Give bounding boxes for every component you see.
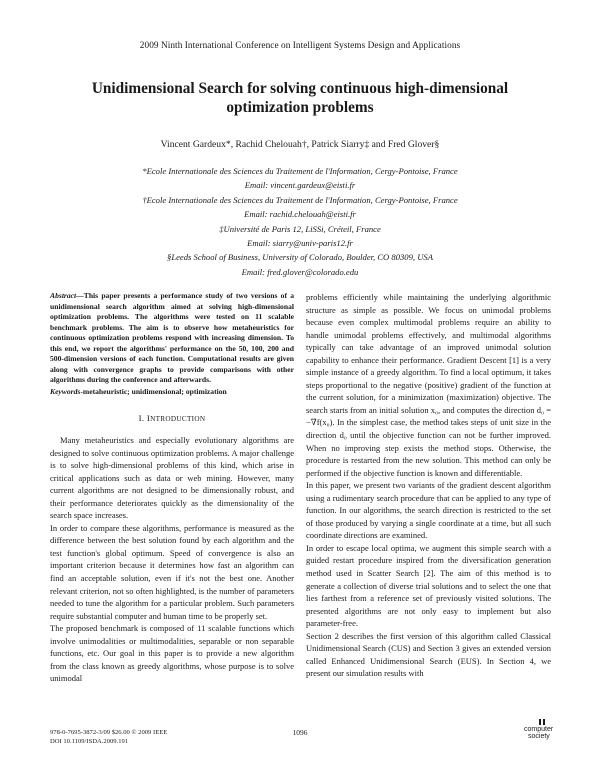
- right-paragraph-1: problems efficiently while maintaining the underlying algorithmic structure as simple as possible. We focus on unimodal problems because even complex multimodal problems require an ability to handle unimodal problems effectively, and multimodal algorithms typically can take advantage of an improved unimodal solution capability to enhance their performance. Gradient Descent [1] is a very simple instance of a greedy algorithm. To find a local optimum, it takes steps proportional to the negative (positive) gradient of the function at the current solution, for a minimization (maximization) objective. The search starts from an initial solution x₀, and computes the direction d₀ = −∇f(x₀). In the simplest case, the method takes steps of unit size in the direction d₀ until the objective function can not be further improved. When no improving step exists the method stops. Otherwise, the procedure is restarted from the new solution. This method can only be performed if the objective function is known and differentiable.: [306, 292, 551, 478]
- right-column: [306, 291, 551, 680]
- conference-header: 2009 Ninth International Conference on Intelligent Systems Design and Applications: [139, 41, 461, 51]
- left-paragraph-3: The proposed benchmark is composed of 11 scalable functions which involve unimodalities or multimodalities, separable or non separable functions, etc. Our goal in this paper is to provide a new algorithm from the class known as greedy algorithms, whose purpose is to solve unimodal: [50, 623, 294, 684]
- affiliation-1-email: Email: vincent.gardeux@eisti.fr: [244, 180, 356, 191]
- computer-society-logo: [512, 719, 552, 745]
- section-number: I.: [138, 413, 145, 424]
- affiliation-4-email: Email: fred.glover@colorado.edu: [241, 266, 359, 277]
- right-paragraph-2: In this paper, we present two variants of the gradient descent algorithm using a rudimentary search procedure that can be applied to any type of function. In our algorithms, the search direction is restricted to the set of those produced by varying a single coordinate at a time, but all such coordinate directions are examined.: [306, 480, 551, 541]
- footer-isbn: 978-0-7695-3872-3/09 $26.00 © 2009 IEEE: [50, 729, 168, 736]
- affiliation-2: †Ecole Internationale des Sciences du Traitement de l'Information, Cergy-Pontoise, France: [142, 194, 458, 205]
- left-paragraph-1: Many metaheuristics and especially evolutionary algorithms are designed to solve continuous optimization problems. A major challenge is to solve high-dimensional problems of this kind, which arise in critical applications such as data or web mining. However, many current algorithms are not designed to be dimensionally robust, and their performance deteriorates quickly as the dimensionality of the search space increases.: [50, 435, 294, 521]
- left-paragraph-2: In order to compare these algorithms, performance is measured as the difference between the best solution found by each algorithm and the test function's global optimum. Speed of convergence is also an important criterion because it determines how fast an algorithm can find an acceptable solution, even if it's not the best one. Another relevant criterion, not so often highlighted, is the number of parameters needed to tune the algorithm for a particular problem. Such parameters require substantial computer and human time to be properly set.: [50, 522, 294, 621]
- affiliation-1: *Ecole Internationale des Sciences du Traitement de l'Information, Cergy-Pontoise, France: [142, 166, 458, 176]
- section-title-initial: I: [146, 413, 151, 424]
- abstract-text: This paper presents a performance study of two versions of a unidimensional search algorithm aimed at solving high-dimensional optimization problems. The algorithms were tested on 11 scalable benchmark problems. The aim is to observe how metaheuristics for continuous optimization problems respond with increasing dimension. To this end, we report the algorithms' performance on the 50, 100, 200 and 500-dimension versions of each function. Computational results are given along with convergence graphs to provide comparisons with other algorithms during the conference and afterwards.: [50, 291, 294, 385]
- footer-doi: DOI 10.1109/ISDA.2009.191: [50, 738, 129, 745]
- abstract: [50, 291, 294, 386]
- paper-title: Unidimensional Search for solving continuous high-dimensional optimization problems: [91, 80, 509, 116]
- abstract-label: Abstract—: [50, 291, 84, 300]
- keywords-label: Keywords: [50, 386, 81, 396]
- author-list: Vincent Gardeux*, Rachid Chelouah†, Patrick Siarry‡ and Fred Glover§: [160, 139, 440, 150]
- page-number: 1096: [292, 728, 308, 737]
- right-paragraph-4: Section 2 describes the first version of this algorithm called Classical Unidimensional Search (CUS) and Section 3 gives an extended version called Enhanced Unidimensional Search (EUS). In Section 4, we present our simulation results with: [306, 630, 551, 679]
- affiliations: [40, 164, 560, 279]
- affiliation-3: ‡Université de Paris 12, LiSSi, Créteil, France: [219, 223, 381, 234]
- section-heading: [50, 412, 294, 426]
- section-title-rest: NTRODUCTION: [150, 415, 206, 424]
- right-paragraph-3: In order to escape local optima, we augment this simple search with a guided restart procedure inspired from the diversification generation method used in Scatter Search [2]. The aim of this method is to generate a collection of diverse trial solutions and to select the one that lies farthest from a reference set of previously visited solutions. The presented algorithms are not only easy to implement but also parameter-free.: [306, 542, 551, 629]
- logo-text-computer: computer: [524, 726, 554, 733]
- affiliation-4: §Leeds School of Business, University of Colorado, Boulder, CO 80309, USA: [167, 252, 433, 263]
- affiliation-3-email: Email: siarry@univ-paris12.fr: [247, 238, 353, 249]
- affiliation-2-email: Email: rachid.chelouah@eisti.fr: [244, 209, 356, 220]
- logo-text-society: society: [528, 733, 550, 740]
- left-column: [50, 291, 294, 685]
- keywords-text: -metaheuristic; unidimensional; optimization: [80, 386, 227, 396]
- keywords: [50, 386, 294, 399]
